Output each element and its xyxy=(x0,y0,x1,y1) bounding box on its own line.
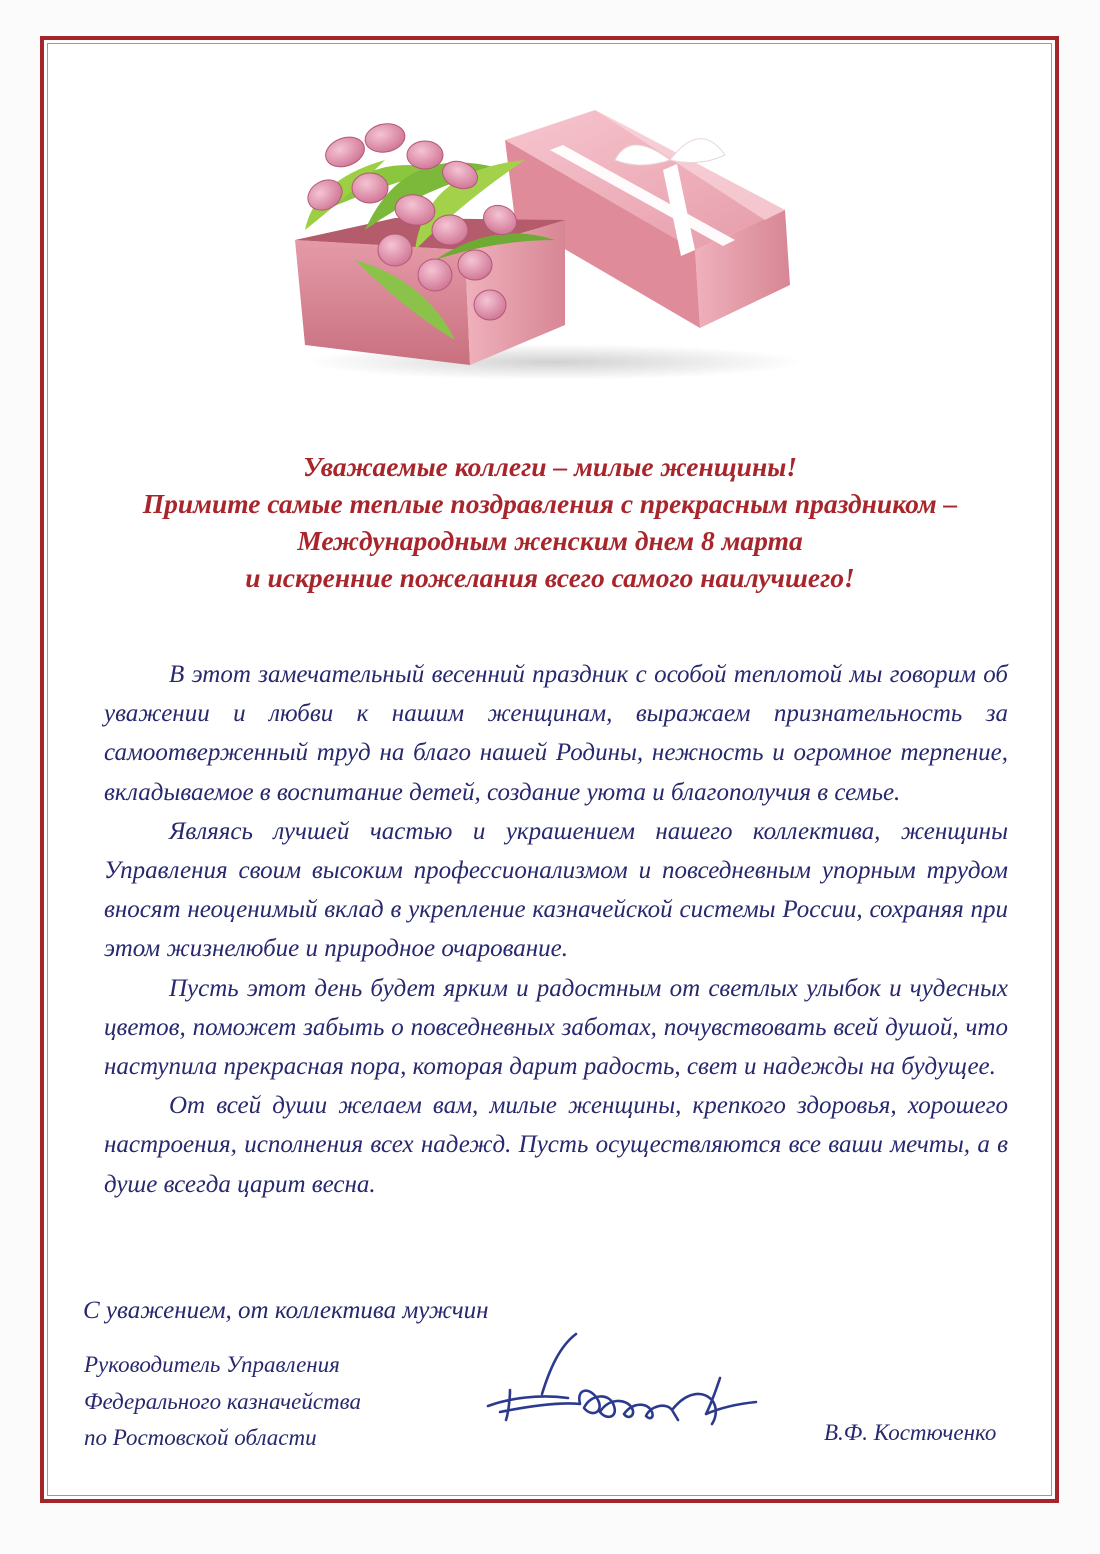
body-paragraph: Пусть этот день будет ярким и радостным от светлых улыбок и чудесных цветов, поможет забыть о повседневных заботах, почувствовать всей душой, что наступила прекрасная пора, которая дарит радость, свет и надежды на будущее. xyxy=(104,974,1008,1081)
signer-title-line-3: по Ростовской области xyxy=(84,1425,317,1450)
signer-title-line-1: Руководитель Управления xyxy=(84,1352,340,1377)
closing-line: С уважением, от коллектива мужчин xyxy=(83,1297,489,1324)
body-paragraph: Являясь лучшей частью и украшением нашего коллектива, женщины Управления своим высоким профессионализмом и повседневным упорным трудом вносят неоценимый вклад в укрепление казначейской системы России, сохраняя при этом жизнелюбие и природное очарование. xyxy=(104,817,1008,963)
body-paragraph: От всей души желаем вам, милые женщины, крепкого здоровья, хорошего настроения, исполнения всех надежд. Пусть осуществляются все ваши мечты, а в душе всегда царит весна. xyxy=(104,1092,1008,1198)
greeting-heading xyxy=(60,448,1040,596)
heading-line-3: Международным женским днем 8 марта xyxy=(297,525,803,556)
gift-box-with-tulips-icon xyxy=(265,100,825,380)
handwritten-signature-icon xyxy=(480,1328,760,1438)
letter-body xyxy=(104,655,1008,1204)
signer-title-line-2: Федерального казначейства xyxy=(84,1388,361,1414)
signer-name: В.Ф. Костюченко xyxy=(824,1420,997,1445)
heading-line-4: и искренние пожелания всего самого наилучшего! xyxy=(245,562,855,593)
signer-title xyxy=(84,1347,361,1457)
heading-line-2: Примите самые теплые поздравления с прекрасным праздником – xyxy=(142,488,958,519)
heading-line-1: Уважаемые коллеги – милые женщины! xyxy=(302,451,798,482)
body-paragraph: В этот замечательный весенний праздник с особой теплотой мы говорим об уважении и любви к нашим женщинам, выражаем признательность за самоотверженный труд на благо нашей Родины, нежность и огромное терпение, вкладываемое в воспитание детей, создание уюта и благополучия в семье. xyxy=(104,661,1008,806)
